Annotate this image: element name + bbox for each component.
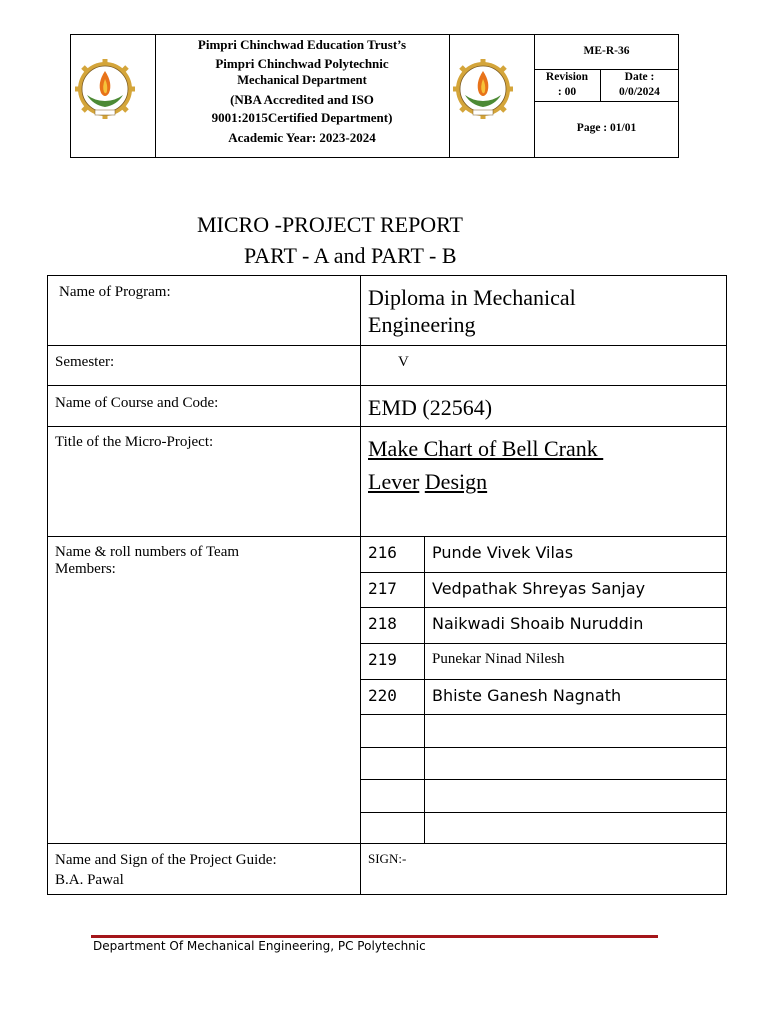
member-roll-220: 220 [368,686,397,705]
report-subtitle: PART - A and PART - B [244,243,457,268]
course-value: EMD (22564) [368,395,493,420]
program-value-line-2: Engineering [368,312,476,337]
semester-label: Semester: [55,354,115,370]
micro-project-title-word-design: Design [424,469,488,494]
member-name-2: Vedpathak Shreyas Sanjay [432,579,646,598]
footer-text: Department Of Mechanical Engineering, PC Polytechnic [93,939,426,953]
member-name-5: Bhiste Ganesh Nagnath [432,686,622,705]
member-roll-216: 216 [368,543,397,562]
member-name-1: Punde Vivek Vilas [432,543,574,562]
team-members-label-line-2: Members: [55,561,116,577]
micro-project-title-line-1: Make Chart of Bell Crank [368,436,604,461]
member-roll-218: 218 [368,614,397,633]
member-roll-217: 217 [368,579,397,598]
report-title: MICRO -PROJECT REPORT [197,212,463,237]
micro-project-title-line-2 [368,468,487,495]
project-guide-name: B.A. Pawal [55,872,124,888]
document-code: ME-R-36 [583,45,630,57]
project-guide-label: Name and Sign of the Project Guide: [55,852,277,868]
project-details-table [47,275,727,895]
footer-rule [91,935,658,938]
course-label: Name of Course and Code: [55,395,219,411]
college-name: Pimpri Chinchwad Polytechnic [215,56,389,71]
program-value-line-1: Diploma in Mechanical [368,285,576,310]
program-label: Name of Program: [59,284,171,300]
trust-name: Pimpri Chinchwad Education Trust’s [197,37,407,52]
date-label: Date : [624,71,655,83]
page-number: Page : 01/01 [576,122,637,134]
revision-value: : 00 [557,86,577,98]
department-name: Mechanical Department [237,73,367,87]
accreditation-line-1: (NBA Accredited and ISO [230,92,374,107]
date-value: 0/0/2024 [619,86,660,98]
member-name-4: Punekar Ninad Nilesh [432,651,565,667]
revision-label: Revision [545,71,589,83]
member-roll-219: 219 [368,650,397,669]
document-header [70,34,679,158]
academic-year: Academic Year: 2023-2024 [228,130,376,145]
team-members-label-line-1: Name & roll numbers of Team [55,544,240,560]
college-logo-left [73,57,137,121]
accreditation-line-2: 9001:2015Certified Department) [211,110,393,125]
micro-project-title-label: Title of the Micro-Project: [55,434,214,450]
sign-label: SIGN:- [368,851,407,866]
semester-value: V [398,354,409,370]
micro-project-title-word-lever: Lever [368,469,420,494]
member-name-3: Naikwadi Shoaib Nuruddin [432,614,644,633]
college-logo-right [451,57,515,121]
